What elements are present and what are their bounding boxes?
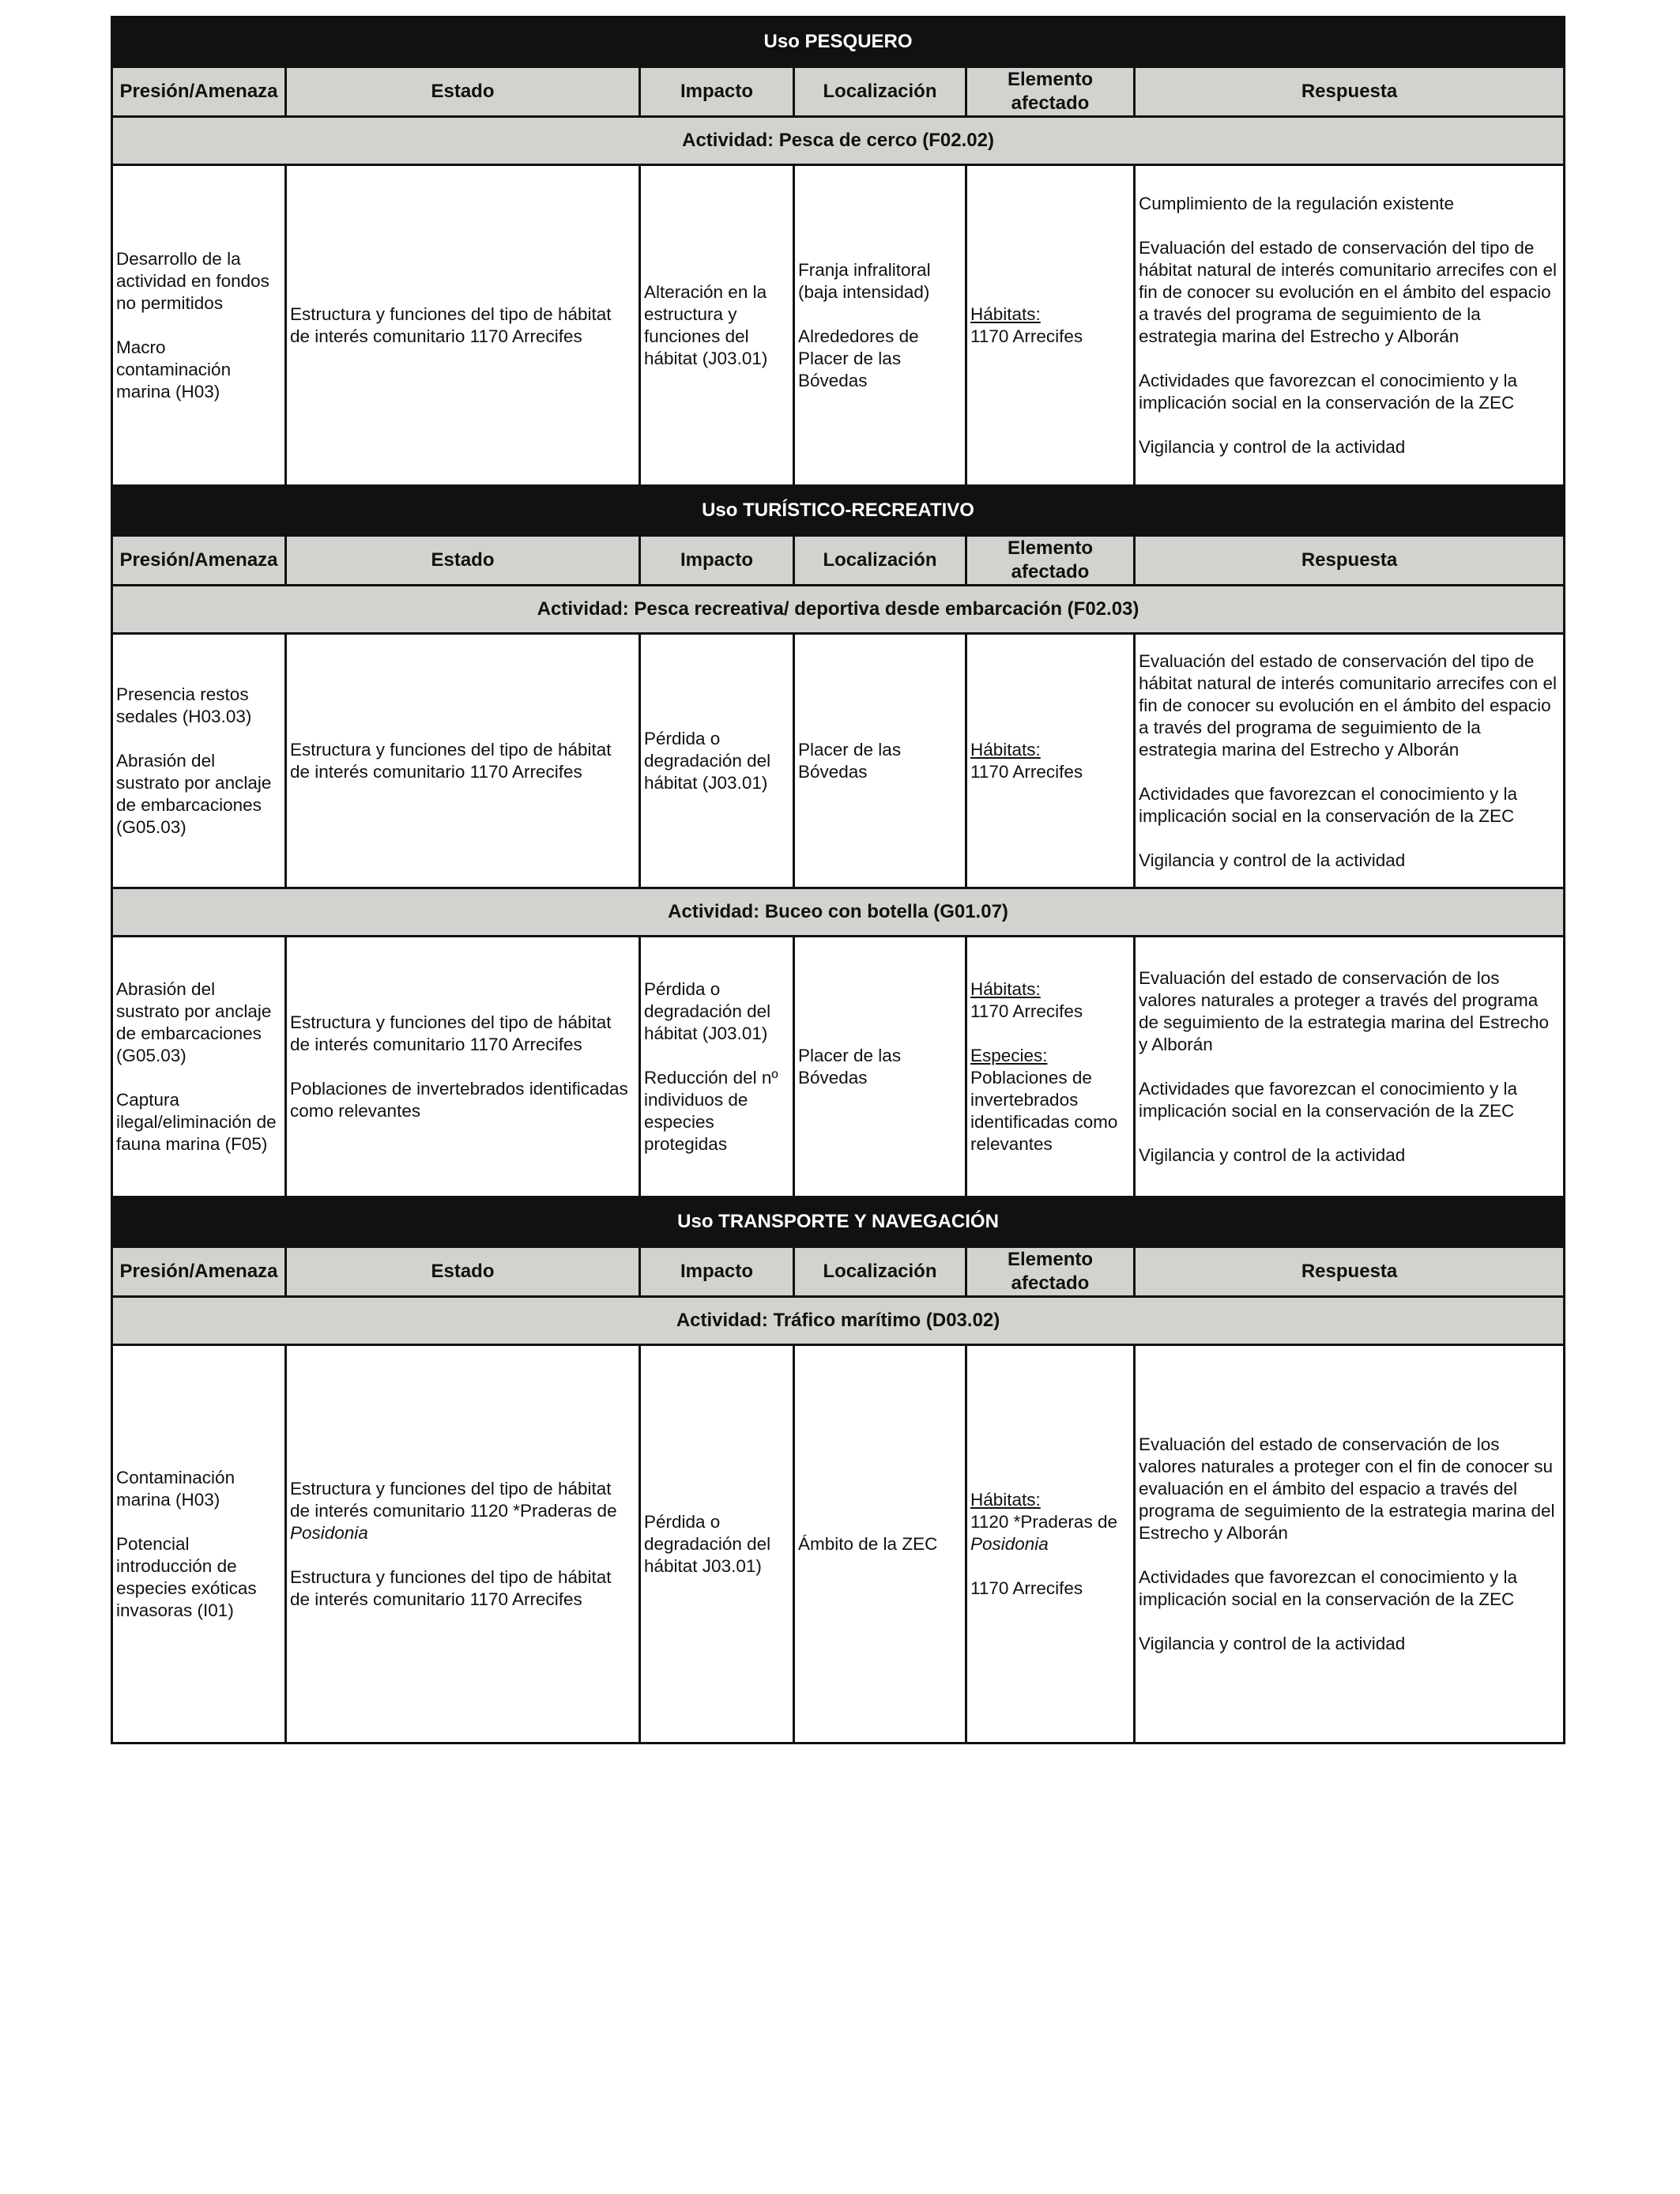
localizacion-cell — [794, 634, 966, 888]
presion-cell — [112, 937, 286, 1197]
header-localizacion: Localización — [794, 67, 966, 117]
respuesta-cell — [1135, 937, 1565, 1197]
respuesta-cell — [1135, 165, 1565, 486]
respuesta-cell — [1135, 634, 1565, 888]
cell-text: Alteración en la estructura y funciones del hábitat (J03.01) — [644, 281, 768, 368]
cell-text: Desarrollo de la actividad en fondos no permitidos — [116, 248, 269, 313]
impacto-cell — [640, 165, 794, 486]
cell-text: Estructura y funciones del tipo de hábitat de interés comunitario 1170 Arrecifes — [290, 303, 612, 346]
header-row — [112, 67, 1565, 117]
cell-text: 1170 Arrecifes — [970, 761, 1083, 782]
cell-text: 1170 Arrecifes — [970, 326, 1083, 346]
cell-label: Especies: — [970, 1045, 1048, 1065]
cell-label: Hábitats: — [970, 739, 1041, 760]
cell-text: Alrededores de Placer de las Bóvedas — [798, 326, 919, 390]
cell-text: Franja infralitoral (baja intensidad) — [798, 259, 931, 302]
cell-text: Pérdida o degradación del hábitat J03.01) — [644, 1511, 771, 1576]
elemento-cell — [966, 1345, 1135, 1744]
cell-label: Hábitats: — [970, 303, 1041, 324]
cell-label: Hábitats: — [970, 1489, 1041, 1510]
localizacion-cell — [794, 937, 966, 1197]
cell-text: Captura ilegal/eliminación de fauna marina (F05) — [116, 1089, 277, 1154]
cell-text: Vigilancia y control de la actividad — [1139, 436, 1406, 457]
cell-text — [290, 1478, 635, 1544]
header-presion: Presión/Amenaza — [112, 536, 286, 586]
header-elemento: Elemento afectado — [966, 67, 1135, 117]
cell-text: Estructura y funciones del tipo de hábitat de interés comunitario 1170 Arrecifes — [290, 739, 612, 782]
estado-cell — [286, 937, 640, 1197]
cell-text: Cumplimiento de la regulación existente — [1139, 193, 1454, 213]
header-row — [112, 1247, 1565, 1297]
cell-text: Evaluación del estado de conservación de los valores naturales a proteger con el fin de conocer su evaluación en el ámbito del espacio a través del programa de seguimiento de la estrategia marina del Estrecho y Alborán — [1139, 1434, 1555, 1543]
table-row — [112, 937, 1565, 1197]
cell-text: Estructura y funciones del tipo de hábitat de interés comunitario 1170 Arrecifes — [290, 1012, 612, 1054]
activity-row: Actividad: Tráfico marítimo (D03.02) — [112, 1297, 1565, 1345]
section-title-pesquero: Uso PESQUERO — [112, 17, 1565, 67]
header-estado: Estado — [286, 536, 640, 586]
estado-cell — [286, 1345, 640, 1744]
cell-text: Pérdida o degradación del hábitat (J03.01) — [644, 978, 771, 1043]
cell-text: Actividades que favorezcan el conocimiento y la implicación social en la conservación de la ZEC — [1139, 1078, 1518, 1121]
cell-text: Pérdida o degradación del hábitat (J03.01) — [644, 728, 771, 793]
elemento-cell — [966, 165, 1135, 486]
localizacion-cell — [794, 1345, 966, 1744]
presion-cell — [112, 165, 286, 486]
cell-text: Reducción del nº individuos de especies protegidas — [644, 1067, 778, 1154]
cell-text: 1170 Arrecifes — [970, 1578, 1083, 1598]
cell-text: 1170 Arrecifes — [970, 1001, 1083, 1021]
header-row — [112, 536, 1565, 586]
table-row — [112, 165, 1565, 486]
estado-cell — [286, 634, 640, 888]
cell-text: Evaluación del estado de conservación del tipo de hábitat natural de interés comunitario arrecifes con el fin de conocer su evolución en el ámbito del espacio a través del programa de seguimiento de la estrategia marina del Estrecho y Alborán — [1139, 650, 1558, 760]
cell-text: Contaminación marina (H03) — [116, 1467, 235, 1510]
cell-text: Macro contaminación marina (H03) — [116, 337, 232, 401]
cell-text: Placer de las Bóvedas — [798, 1045, 902, 1088]
cell-text: Poblaciones de invertebrados identificadas como relevantes — [290, 1078, 628, 1121]
header-respuesta: Respuesta — [1135, 67, 1565, 117]
table-row — [112, 1345, 1565, 1744]
header-elemento: Elemento afectado — [966, 536, 1135, 586]
cell-text: Poblaciones de invertebrados identificadas como relevantes — [970, 1067, 1118, 1154]
table-row — [112, 634, 1565, 888]
cell-text — [970, 1511, 1130, 1555]
cell-text: Vigilancia y control de la actividad — [1139, 850, 1406, 870]
cell-text: Actividades que favorezcan el conocimiento y la implicación social en la conservación de la ZEC — [1139, 370, 1518, 413]
activity-row: Actividad: Pesca de cerco (F02.02) — [112, 117, 1565, 165]
cell-text: Evaluación del estado de conservación de los valores naturales a proteger a través del programa de seguimiento de la estrategia marina del Estrecho y Alborán — [1139, 967, 1550, 1054]
cell-text: Ámbito de la ZEC — [798, 1533, 938, 1554]
header-respuesta: Respuesta — [1135, 1247, 1565, 1297]
header-estado: Estado — [286, 1247, 640, 1297]
cell-text: Evaluación del estado de conservación del tipo de hábitat natural de interés comunitario arrecifes con el fin de conocer su evolución en el ámbito del espacio a través del programa de seguimiento de la estrategia marina del Estrecho y Alborán — [1139, 237, 1558, 346]
header-localizacion: Localización — [794, 536, 966, 586]
presion-cell — [112, 1345, 286, 1744]
header-presion: Presión/Amenaza — [112, 67, 286, 117]
header-impacto: Impacto — [640, 67, 794, 117]
cell-text: Estructura y funciones del tipo de hábitat de interés comunitario 1170 Arrecifes — [290, 1566, 612, 1609]
header-elemento: Elemento afectado — [966, 1247, 1135, 1297]
section-title-transporte: Uso TRANSPORTE Y NAVEGACIÓN — [112, 1197, 1565, 1247]
header-presion: Presión/Amenaza — [112, 1247, 286, 1297]
section-title-turistico: Uso TURÍSTICO-RECREATIVO — [112, 486, 1565, 536]
cell-text: Abrasión del sustrato por anclaje de embarcaciones (G05.03) — [116, 750, 272, 837]
presion-cell — [112, 634, 286, 888]
cell-text-part: 1120 *Praderas de — [970, 1511, 1117, 1532]
cell-text: Presencia restos sedales (H03.03) — [116, 684, 252, 726]
elemento-cell — [966, 937, 1135, 1197]
cell-text-italic: Posidonia — [290, 1522, 368, 1543]
cell-text-italic: Posidonia — [970, 1533, 1049, 1554]
cell-text: Placer de las Bóvedas — [798, 739, 902, 782]
impacto-cell — [640, 634, 794, 888]
header-impacto: Impacto — [640, 536, 794, 586]
activity-row: Actividad: Pesca recreativa/ deportiva desde embarcación (F02.03) — [112, 586, 1565, 634]
header-estado: Estado — [286, 67, 640, 117]
cell-label: Hábitats: — [970, 978, 1041, 999]
localizacion-cell — [794, 165, 966, 486]
cell-text: Vigilancia y control de la actividad — [1139, 1144, 1406, 1165]
cell-text: Potencial introducción de especies exóticas invasoras (I01) — [116, 1533, 257, 1620]
cell-text: Vigilancia y control de la actividad — [1139, 1633, 1406, 1653]
impacto-cell — [640, 937, 794, 1197]
measures-table — [111, 16, 1565, 1744]
header-respuesta: Respuesta — [1135, 536, 1565, 586]
elemento-cell — [966, 634, 1135, 888]
cell-text: Actividades que favorezcan el conocimiento y la implicación social en la conservación de la ZEC — [1139, 1566, 1518, 1609]
respuesta-cell — [1135, 1345, 1565, 1744]
header-impacto: Impacto — [640, 1247, 794, 1297]
cell-text-part: Estructura y funciones del tipo de hábitat de interés comunitario 1120 *Praderas de — [290, 1478, 617, 1521]
activity-row: Actividad: Buceo con botella (G01.07) — [112, 888, 1565, 937]
cell-text: Actividades que favorezcan el conocimiento y la implicación social en la conservación de la ZEC — [1139, 783, 1518, 826]
estado-cell — [286, 165, 640, 486]
cell-text: Abrasión del sustrato por anclaje de embarcaciones (G05.03) — [116, 978, 272, 1065]
impacto-cell — [640, 1345, 794, 1744]
header-localizacion: Localización — [794, 1247, 966, 1297]
